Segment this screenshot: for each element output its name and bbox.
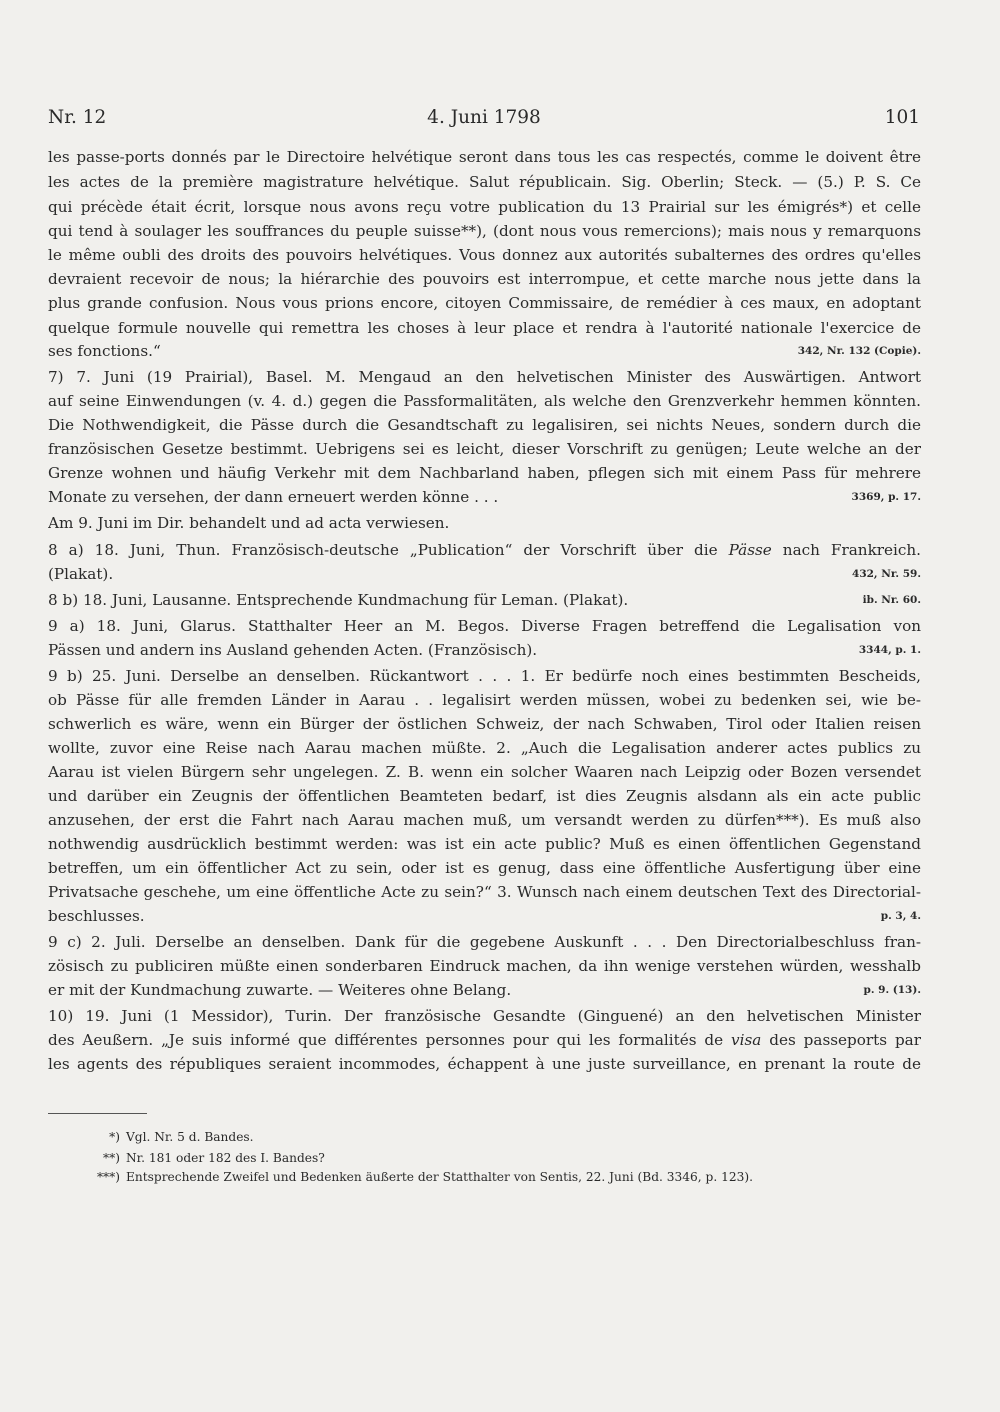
line-tail: des passeports par: [761, 1031, 921, 1049]
footnote: [48, 1167, 921, 1187]
text-line: [48, 1052, 921, 1076]
line-text: les passe-ports donnés par le Directoire helvétique seront dans tous les cas respectés, comme le doivent être: [48, 148, 921, 166]
text-line: [48, 784, 921, 808]
text-line: [48, 856, 921, 880]
archive-reference: 342, Nr. 132 (Copie).: [797, 345, 921, 357]
text-line: [48, 485, 921, 509]
header-date: 4. Juni 1798: [427, 107, 541, 128]
line-tail: nach Frankreich.: [771, 541, 921, 559]
text-line: [48, 712, 921, 736]
footnote-mark: ***): [96, 1170, 120, 1184]
line-text: plus grande confusion. Nous vous prions encore, citoyen Commissaire, de remédier à ces maux, en adoptant: [48, 294, 921, 312]
text-line: [48, 562, 921, 586]
text-line: [48, 736, 921, 760]
text-line: [48, 538, 921, 562]
line-text: devraient recevoir de nous; la hiérarchie des pouvoirs est interrompue, et cette marche nous jette dans la: [48, 270, 921, 288]
line-text: Pässen und andern ins Ausland gehenden Acten. (Französisch).: [48, 641, 538, 659]
text-line: [48, 389, 921, 413]
line-text: nothwendig ausdrücklich bestimmt werden: was ist ein acte public? Muß es einen öffentlichen Gegenstand: [48, 835, 921, 853]
line-text: Privatsache geschehe, um eine öffentliche Acte zu sein?“ 3. Wunsch nach einem deutschen Text des Directorial-: [48, 883, 921, 901]
archive-reference: 3369, p. 17.: [851, 491, 921, 503]
archive-reference: p. 9. (13).: [863, 984, 921, 996]
running-header: [48, 107, 920, 133]
archive-reference: 3344, p. 1.: [858, 644, 921, 656]
text-line: [48, 954, 921, 978]
text-line: [48, 267, 921, 291]
text-line: [48, 638, 921, 662]
text-line: [48, 511, 921, 535]
line-text: schwerlich es wäre, wenn ein Bürger der östlichen Schweiz, der nach Schwaben, Tirol oder Italien reisen: [48, 715, 921, 733]
line-text: quelque formule nouvelle qui remettra les choses à leur place et rendra à l'autorité nationale l'exercice de: [48, 319, 921, 337]
text-line: [48, 978, 921, 1002]
italic-word: Pässe: [728, 541, 772, 559]
line-text: wollte, zuvor eine Reise nach Aarau machen müßte. 2. „Auch die Legalisation anderer actes publics zu: [48, 739, 921, 757]
text-line: [48, 195, 921, 219]
line-text: Monate zu versehen, der dann erneuert werden könne . . .: [48, 488, 499, 506]
text-line: [48, 243, 921, 267]
line-text: 9 c) 2. Juli. Derselbe an denselben. Dank für die gegebene Auskunft . . . Den Directorialbeschluss fran-: [48, 933, 921, 951]
footnote-text: Entsprechende Zweifel und Bedenken äußerte der Statthalter von Sentis, 22. Juni (Bd. 3346, p. 123).: [126, 1170, 753, 1184]
text-line: [48, 461, 921, 485]
text-line: [48, 413, 921, 437]
footnote: [48, 1148, 921, 1168]
line-text: Am 9. Juni im Dir. behandelt und ad acta verwiesen.: [48, 514, 450, 532]
page-number: 101: [884, 107, 920, 128]
archive-reference: ib. Nr. 60.: [862, 594, 921, 606]
footnote-text: Vgl. Nr. 5 d. Bandes.: [126, 1130, 254, 1144]
line-text: les agents des républiques seraient incommodes, échappent à une juste surveillance, en prenant la route de: [48, 1055, 921, 1073]
line-text: französischen Gesetze bestimmt. Uebrigens sei es leicht, dieser Vorschrift zu genügen; Leute welche an der: [48, 440, 921, 458]
line-text: beschlusses.: [48, 907, 145, 925]
header-number: Nr. 12: [48, 107, 107, 128]
text-line: [48, 688, 921, 712]
line-text: ses fonctions.“: [48, 342, 161, 360]
archive-reference: 432, Nr. 59.: [852, 568, 921, 580]
line-text: qui tend à soulager les souffrances du peuple suisse**), (dont nous vous remercions); mais nous y remarquons: [48, 222, 921, 240]
text-line: [48, 145, 921, 169]
line-text: betreffen, um ein öffentlicher Act zu sein, oder ist es genug, dass eine öffentliche Ausfertigung über eine: [48, 859, 921, 877]
footnote-text: Nr. 181 oder 182 des I. Bandes?: [126, 1151, 325, 1165]
text-line: [48, 291, 921, 315]
line-text: des Aeußern. „Je suis informé que différentes personnes pour qui les formalités de: [48, 1031, 724, 1049]
text-line: [48, 316, 921, 340]
line-text: (Plakat).: [48, 565, 114, 583]
line-text: Aarau ist vielen Bürgern sehr ungelegen. Z. B. wenn ein solcher Waaren nach Leipzig oder Bozen versendet: [48, 763, 921, 781]
text-line: [48, 832, 921, 856]
italic-word: visa: [731, 1031, 762, 1049]
line-text: und darüber ein Zeugnis der öffentlichen Beamteten bedarf, ist dies Zeugnis alsdann als ein acte public: [48, 787, 921, 805]
line-text: 7) 7. Juni (19 Prairial), Basel. M. Mengaud an den helvetischen Minister des Auswärtigen. Antwort: [48, 368, 921, 386]
text-line: [48, 437, 921, 461]
line-text: 10) 19. Juni (1 Messidor), Turin. Der französische Gesandte (Ginguené) an den helvetischen Minister: [48, 1007, 921, 1025]
text-line: [48, 614, 921, 638]
footnote-mark: **): [103, 1151, 120, 1165]
line-text: Die Nothwendigkeit, die Pässe durch die Gesandtschaft zu legalisiren, sei nichts Neues, sondern durch die: [48, 416, 921, 434]
text-line: [48, 219, 921, 243]
line-text: auf seine Einwendungen (v. 4. d.) gegen die Passformalitäten, als welche den Grenzverkehr hemmen könnten.: [48, 392, 921, 410]
text-line: [48, 1028, 921, 1052]
text-line: [48, 760, 921, 784]
line-text: les actes de la première magistrature helvétique. Salut républicain. Sig. Oberlin; Steck. — (5.) P. S. Ce: [48, 173, 921, 191]
text-line: [48, 880, 921, 904]
text-line: [48, 588, 921, 612]
line-text: zösisch zu publiciren müßte einen sonderbaren Eindruck machen, da ihn wenige verstehen würden, wesshalb: [48, 957, 921, 975]
line-text: ob Pässe für alle fremden Länder in Aarau . . legalisirt werden müssen, wobei zu bedenken sei, wie be-: [48, 691, 921, 709]
footnote-separator: [48, 1113, 147, 1114]
text-line: [48, 170, 921, 194]
text-line: [48, 664, 921, 688]
line-text: er mit der Kundmachung zuwarte. — Weiteres ohne Belang.: [48, 981, 512, 999]
line-text: 8 a) 18. Juni, Thun. Französisch-deutsche „Publication“ der Vorschrift über die: [48, 541, 718, 559]
line-text: 9 b) 25. Juni. Derselbe an denselben. Rückantwort . . . 1. Er bedürfe noch eines bestimmten Bescheids,: [48, 667, 921, 685]
line-text: le même oubli des droits des pouvoirs helvétiques. Vous donnez aux autorités subalternes des ordres qu'elles: [48, 246, 921, 264]
line-text: 9 a) 18. Juni, Glarus. Statthalter Heer an M. Begos. Diverse Fragen betreffend die Legalisation von: [48, 617, 921, 635]
line-text: anzusehen, der erst die Fahrt nach Aarau machen muß, um versandt werden zu dürfen***). Es muß also: [48, 811, 921, 829]
line-text: 8 b) 18. Juni, Lausanne. Entsprechende Kundmachung für Leman. (Plakat).: [48, 591, 629, 609]
text-line: [48, 904, 921, 928]
text-line: [48, 339, 921, 363]
line-text: Grenze wohnen und häufig Verkehr mit dem Nachbarland haben, pflegen sich mit einem Pass für mehrere: [48, 464, 921, 482]
line-text: qui précède était écrit, lorsque nous avons reçu votre publication du 13 Prairial sur les émigrés*) et celle: [48, 198, 921, 216]
text-line: [48, 930, 921, 954]
text-line: [48, 808, 921, 832]
footnote: [48, 1127, 921, 1147]
text-line: [48, 365, 921, 389]
text-line: [48, 1004, 921, 1028]
archive-reference: p. 3, 4.: [880, 910, 921, 922]
footnote-mark: *): [109, 1130, 120, 1144]
